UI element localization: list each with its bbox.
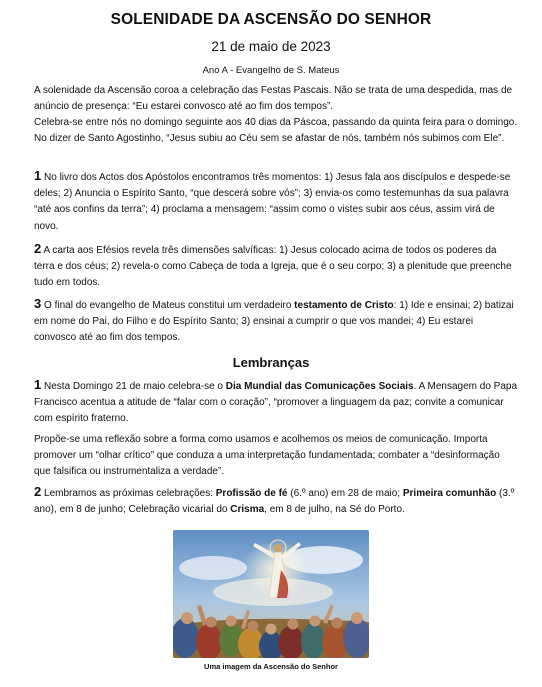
lembranca-text-2b: (6.º ano) em 28 de maio; <box>287 488 403 499</box>
reflection-number-3: 3 <box>34 296 42 311</box>
lembranca-text-1a: Nesta Domingo 21 de maio celebra-se o <box>41 381 226 392</box>
lembranca-item-1-paragraph-2: Propõe-se uma reflexão sobre a forma como usamos e acolhemos os meios de comunicação. Importa promover um “olhar crítico” que conduza a uma interpretação fundamentada; combater a “desinformação que falsifica ou instrumentaliza a verdade”. <box>34 434 500 478</box>
lembranca-bold-2c: Crisma <box>230 504 265 516</box>
lembranca-text-1b: . A Mensagem do Papa Francisco acentua a atitude de “falar com o coração”, “promover a linguagem da paz; convite a comunicar com espírito fraterno. <box>34 381 518 425</box>
image-caption: Uma imagem da Ascensão do Senhor <box>204 662 338 671</box>
document-title: SOLENIDADE DA ASCENSÃO DO SENHOR <box>110 11 432 28</box>
lembranca-bold-2a: Profissão de fé <box>215 488 288 499</box>
intro-paragraph-1: A solenidade da Ascensão coroa a celebração das Festas Pascais. Não se trata de uma despedida, mas de anúncio de presença: “Eu estarei convosco até ao fim dos tempos”. <box>34 85 513 113</box>
lembranca-number-2: 2 <box>34 484 42 499</box>
lembranca-text-2c: (3.º ano), em 8 de junho; Celebração vicarial do <box>34 488 515 516</box>
document-date: 21 de maio de 2023 <box>211 39 331 54</box>
reflection-bold-3: testamento de Cristo <box>294 300 394 311</box>
reflection-text-2: A carta aos Efésios revela três dimensões salvíficas: 1) Jesus colocado acima de todos os poderes da terra e dos céus; 2) revela-o como Cabeça de toda a Igreja, que é o seu corpo; 3) a plenitude que preenche tudo em todos. <box>34 245 512 289</box>
lembranca-text-2a: Lembramos as próximas celebrações: <box>41 488 216 499</box>
lembranca-number-1: 1 <box>34 377 42 392</box>
reflection-number-2: 2 <box>34 241 42 256</box>
lembranca-bold-2b: Primeira comunhão <box>402 488 497 499</box>
reflection-item-1 <box>34 168 518 235</box>
reflection-text-1: No livro dos Actos dos Apóstolos encontramos três momentos: 1) Jesus fala aos discípulos e despede-se deles; 2) Anuncia o Espírito Santo, “que descerá sobre vós”; 3) envia-os como testemunhas da sua palavra “até aos confins da terra”; 4) proclama a mensagem: “assim como o vistes subir aos céus, assim virá de novo. <box>34 172 511 232</box>
ascension-painting-illustration <box>173 530 369 658</box>
reflection-number-1: 1 <box>34 168 42 183</box>
lembrancas-title: Lembranças <box>232 355 310 370</box>
reflection-item-3 <box>34 296 518 347</box>
reflection-text-3b: : 1) Ide e ensinai; 2) batizai em nome do Pai, do Filho e do Espírito Santo; 3) ensinai a cumprir o que vos mandei; 4) Eu estarei convosco até ao fim dos tempos. <box>34 300 514 344</box>
ascension-painting <box>173 530 369 658</box>
reflection-text-3a: O final do evangelho de Mateus constitui um verdadeiro <box>41 300 295 311</box>
lembranca-bold-1: Dia Mundial das Comunicações Sociais <box>225 381 414 392</box>
document-subtitle: Ano A - Evangelho de S. Mateus <box>202 65 340 76</box>
intro-paragraph-2: Celebra-se entre nós no domingo seguinte aos 40 dias da Páscoa, passando da quinta feira para o domingo. No dizer de Santo Agostinho, “Jesus subiu ao Céu sem se afastar de nós, também nós subimos com Ele”. <box>34 117 518 145</box>
lembranca-item-2 <box>34 484 518 518</box>
lembranca-item-1 <box>34 377 518 428</box>
lembranca-text-2d: , em 8 de julho, na Sé do Porto. <box>264 504 405 516</box>
reflection-item-2 <box>34 241 518 292</box>
